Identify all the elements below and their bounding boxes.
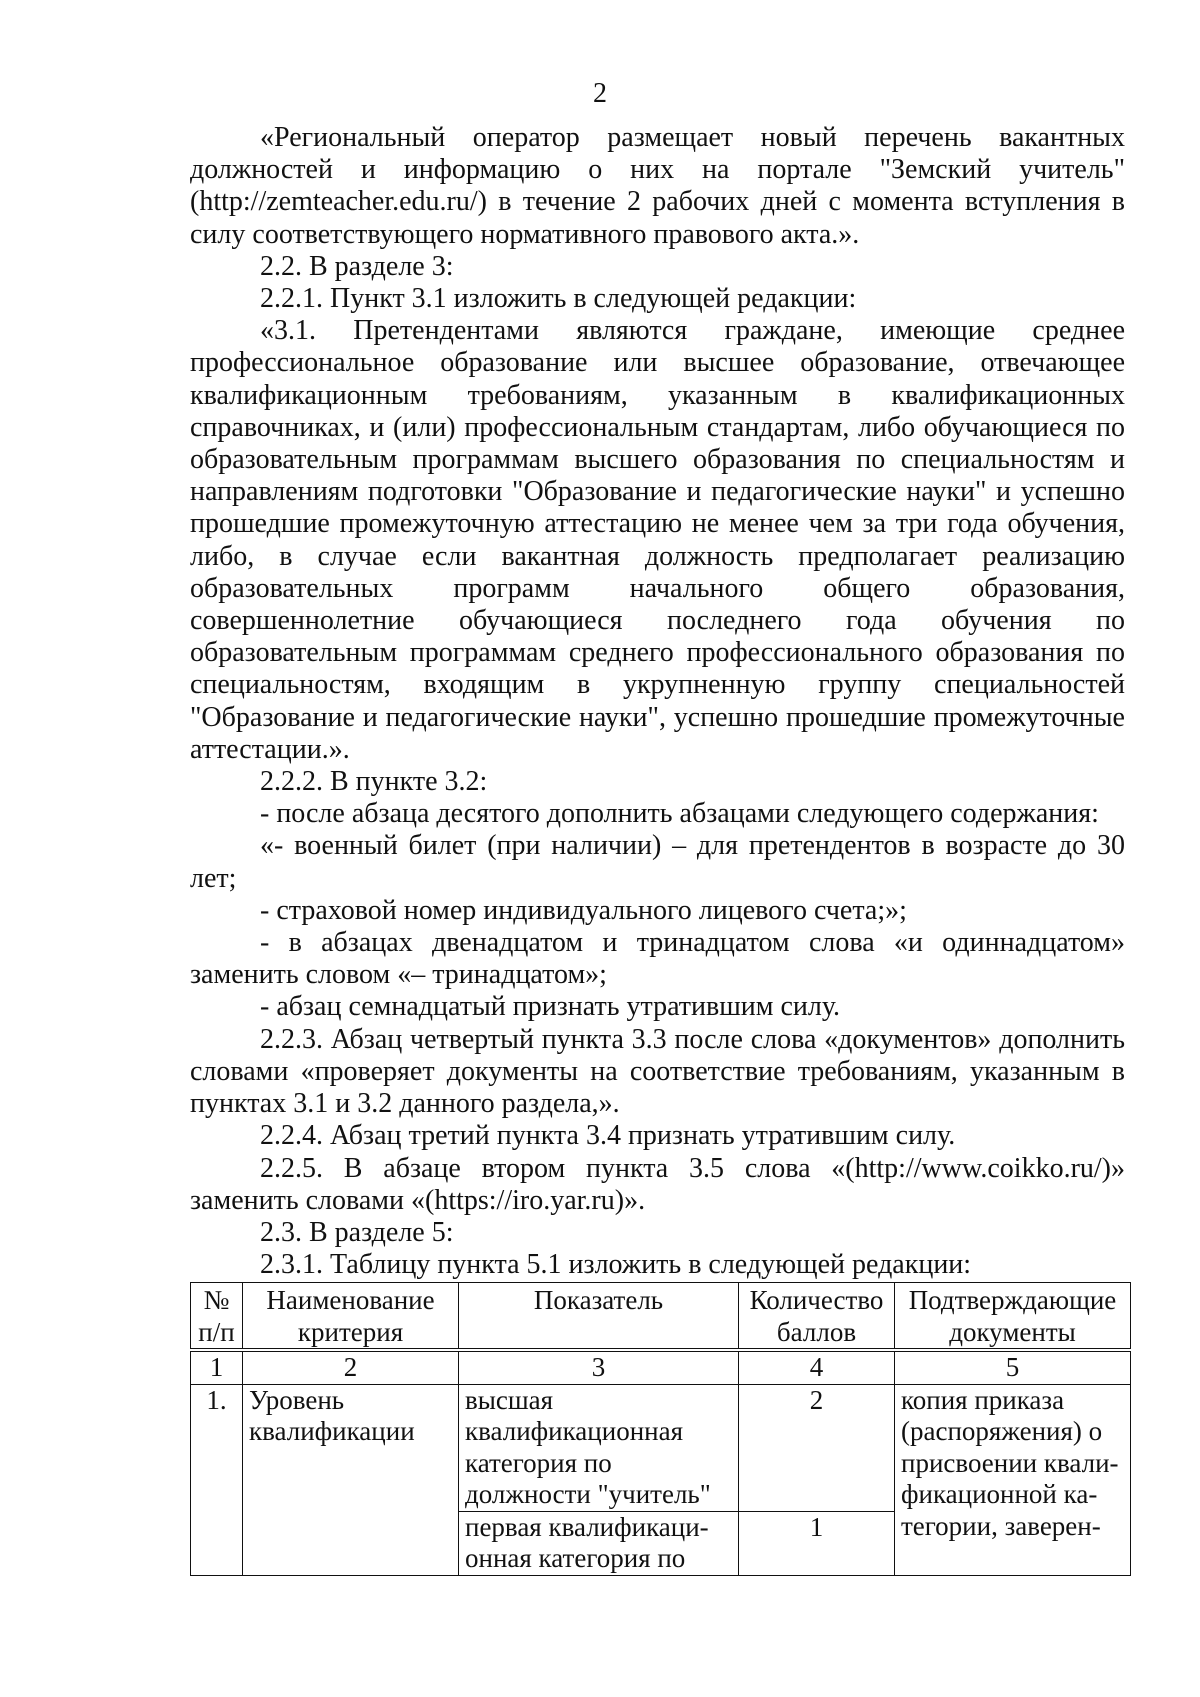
paragraph: - после абзаца десятого дополнить абзацами следующего содержания: — [260, 798, 1099, 830]
column-number: 4 — [739, 1350, 895, 1384]
paragraph: 2.2. В разделе 3: — [260, 250, 454, 282]
paragraph: 2.3.1. Таблицу пункта 5.1 изложить в следующей редакции: — [260, 1249, 972, 1281]
paragraph: «3.1. Претендентами являются граждане, имеющие среднее профессиональное образование или высшее образование, отвечающее квалификационным требованиям, указанным в квалификационных справочниках, и (или) профессиональным стандартам, либо обучающиеся по образовательным программам высшего образования по специальностям и направлениям подготовки "Образование и педагогические науки" и успешно прошедшие промежуточную аттестацию не менее чем за три года обучения, либо, в случае если вакантная должность предполагает реализацию образовательных программ начального общего образования, совершеннолетние обучающиеся последнего года обучения по образовательным программам среднего профессионального образования по специальностям, входящим в укрупненную группу специальностей "Образование и педагогические науки", успешно прошедшие промежуточные аттестации.». — [190, 315, 1125, 765]
column-number: 1 — [191, 1350, 243, 1384]
column-number: 5 — [895, 1350, 1131, 1384]
paragraph: 2.2.4. Абзац третий пункта 3.4 признать утратившим силу. — [260, 1120, 956, 1152]
header-number: № п/п — [191, 1283, 243, 1351]
header-indicator: Показатель — [459, 1283, 739, 1351]
paragraph: 2.3. В разделе 5: — [260, 1216, 454, 1248]
criterion-name: Уровень квалификации — [243, 1384, 459, 1575]
paragraph: - страховой номер индивидуального лицевого счета;»; — [260, 894, 907, 926]
header-points: Количество баллов — [739, 1283, 895, 1351]
paragraph: 2.2.1. Пункт 3.1 изложить в следующей редакции: — [260, 283, 857, 315]
column-number-row — [191, 1350, 1131, 1384]
indicator-points: 2 — [739, 1384, 895, 1511]
indicator-text: первая квалификаци-онная категория по — [459, 1511, 739, 1575]
paragraph: - абзац семнадцатый признать утратившим силу. — [260, 991, 841, 1023]
table-row — [191, 1384, 1131, 1511]
column-number: 2 — [243, 1350, 459, 1384]
criteria-table — [190, 1282, 1131, 1576]
table-header-row — [191, 1283, 1131, 1351]
paragraph: 2.2.2. В пункте 3.2: — [260, 766, 488, 798]
indicator-text: высшая квалификационная категория по должности "учитель" — [459, 1384, 739, 1511]
paragraph: «Региональный оператор размещает новый перечень вакантных должностей и информацию о них на портале "Земский учитель" (http://zemteacher.edu.ru/) в течение 2 рабочих дней с момента вступления в силу соответствующего нормативного правового акта.». — [190, 122, 1125, 250]
row-number: 1. — [191, 1384, 243, 1575]
paragraph: - в абзацах двенадцатом и тринадцатом слова «и одиннадцатом» заменить словом «– тринадцатом»; — [190, 927, 1125, 991]
page-number: 2 — [593, 78, 607, 109]
paragraph: 2.2.5. В абзаце втором пункта 3.5 слова «(http://www.coikko.ru/)» заменить словами «(https://iro.yar.ru)». — [190, 1152, 1125, 1216]
indicator-points: 1 — [739, 1511, 895, 1575]
paragraph: «- военный билет (при наличии) – для претендентов в возрасте до 30 лет; — [190, 830, 1125, 894]
document-body — [190, 122, 1125, 1281]
header-criterion: Наименование критерия — [243, 1283, 459, 1351]
paragraph: 2.2.3. Абзац четвертый пункта 3.3 после слова «документов» дополнить словами «проверяет документы на соответствие требованиям, указанным в пунктах 3.1 и 3.2 данного раздела,». — [190, 1023, 1125, 1120]
column-number: 3 — [459, 1350, 739, 1384]
header-documents: Подтверждающие документы — [895, 1283, 1131, 1351]
confirming-documents: копия приказа (распоряжения) о присвоении квали-фикационной ка-тегории, заверен- — [895, 1384, 1131, 1575]
